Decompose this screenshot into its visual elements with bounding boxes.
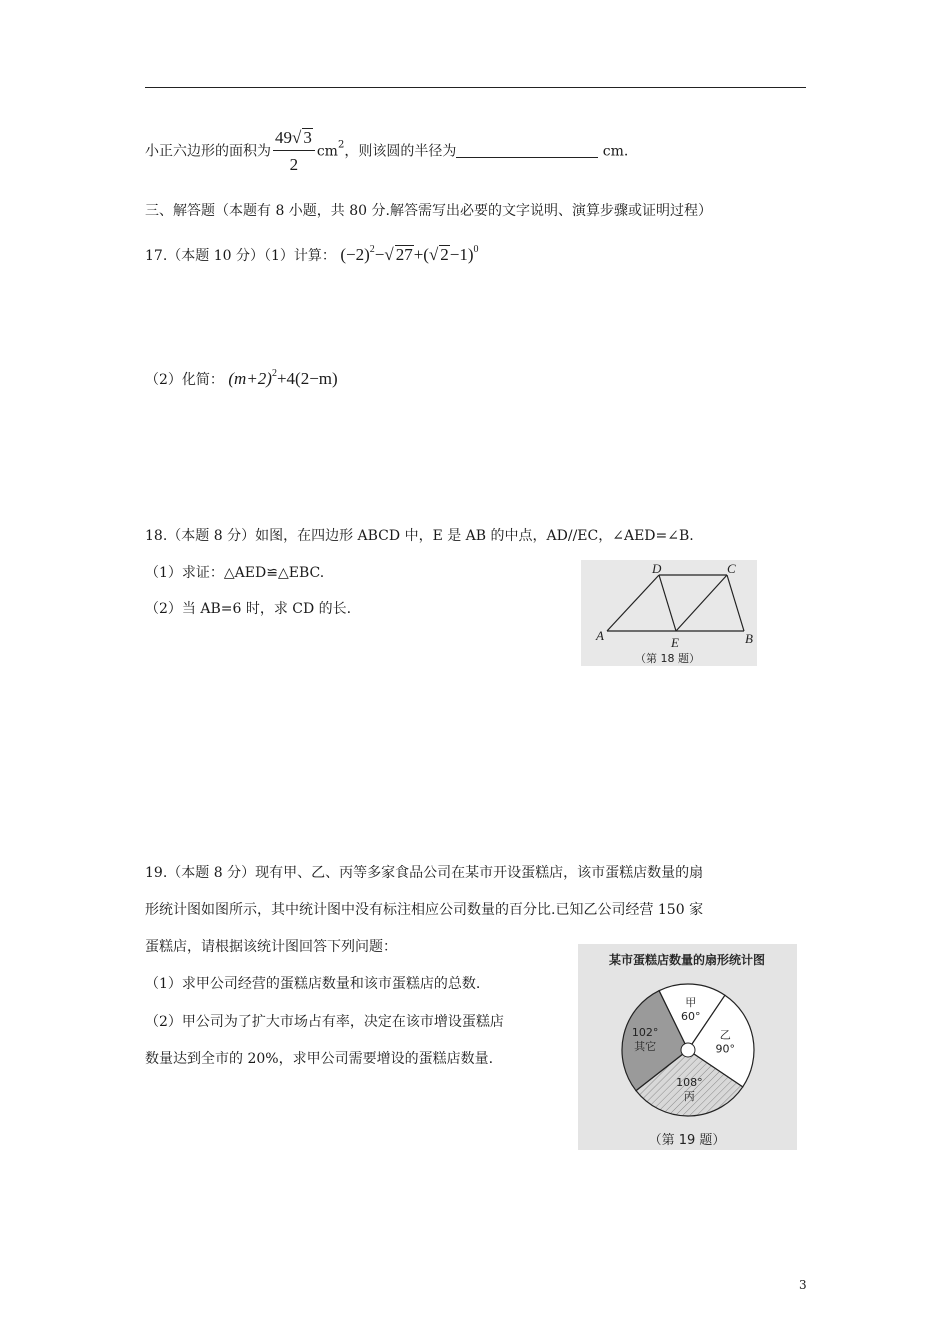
pie-title: 某市蛋糕店数量的扇形统计图	[608, 953, 766, 967]
pie-center-mark	[681, 1043, 695, 1057]
q18-part1: （1）求证：△AED≌△EBC.	[145, 565, 325, 581]
q19-part2-line2: 数量达到全市的 20%，求甲公司需要增设的蛋糕店数量.	[145, 1051, 494, 1067]
pie-category-label-0: 甲	[685, 996, 697, 1010]
q19-part1: （1）求甲公司经营的蛋糕店数量和该市蛋糕店的总数.	[145, 976, 481, 992]
pie-value-label-1: 90°	[715, 1042, 736, 1056]
q18-figure	[581, 560, 757, 666]
pie-value-label-2: 108°	[676, 1075, 703, 1089]
q19-figure	[578, 944, 797, 1150]
q18-stem: 18.（本题 8 分）如图，在四边形 ABCD 中，E 是 AB 的中点，AD//EC，∠AED=∠B.	[145, 528, 694, 544]
point-label-E: E	[671, 635, 679, 650]
q18-caption: （第 18 题）	[635, 652, 700, 665]
q16-prefix: 小正六边形的面积为	[145, 143, 271, 160]
pie-category-label-1: 乙	[719, 1028, 731, 1042]
header-rule	[145, 87, 806, 88]
pie-chart	[578, 944, 797, 1150]
point-label-A: A	[596, 628, 604, 643]
q19-part2-line1: （2）甲公司为了扩大市场占有率，决定在该市增设蛋糕店	[145, 1014, 504, 1030]
q18-part2: （2）当 AB=6 时，求 CD 的长.	[145, 601, 352, 617]
q16-suffix: cm.	[598, 143, 629, 160]
q17-expr1: $(-2)^2-√$ 27+(√ 2−1)$^0$	[340, 244, 479, 264]
q17-line2	[145, 368, 338, 389]
q19-line3: 蛋糕店，请根据该统计图回答下列问题：	[145, 939, 397, 955]
q17-expr2: $(m+2)^2+4(2-m)$	[228, 368, 338, 388]
q19-line2: 形统计图如图所示，其中统计图中没有标注相应公司数量的百分比.已知乙公司经营 150 家	[145, 902, 704, 918]
point-label-B: B	[745, 631, 753, 646]
frac-num-radicand: 3	[303, 128, 312, 147]
unit: cm	[316, 143, 338, 160]
q19-line1: 19.（本题 8 分）现有甲、乙、丙等多家食品公司在某市开设蛋糕店，该市蛋糕店数量的扇	[145, 865, 704, 881]
q19-caption: （第 19 题）	[648, 1133, 726, 1148]
pie-value-label-3: 102°	[631, 1026, 659, 1040]
area-fraction: $\frac{49√ 3}{2}$	[273, 128, 315, 175]
pie-category-label-2: 丙	[683, 1089, 695, 1103]
page-number: 3	[799, 1278, 807, 1292]
point-label-D: D	[652, 561, 662, 576]
quadrilateral-diagram	[581, 560, 757, 666]
answer-blank[interactable]	[456, 143, 598, 158]
frac-num-coef: 49	[275, 128, 292, 147]
pie-value-label-0: 60°	[681, 1010, 701, 1024]
q17-p2-label: （2）化简：	[145, 372, 224, 388]
q17-line1	[145, 244, 479, 265]
frac-den: 2	[289, 155, 299, 174]
q16-middle: ，则该圆的半径为	[344, 143, 457, 160]
q16-tail-line	[145, 128, 628, 175]
point-label-C: C	[727, 561, 736, 576]
pie-category-label-3: 其它	[634, 1040, 657, 1054]
q17-label: 17.（本题 10 分）（1）计算：	[145, 248, 336, 264]
unit-sup: 2	[337, 139, 345, 151]
section-heading: 三、解答题（本题有 8 小题，共 80 分.解答需写出必要的文字说明、演算步骤或证明过程）	[145, 203, 712, 219]
